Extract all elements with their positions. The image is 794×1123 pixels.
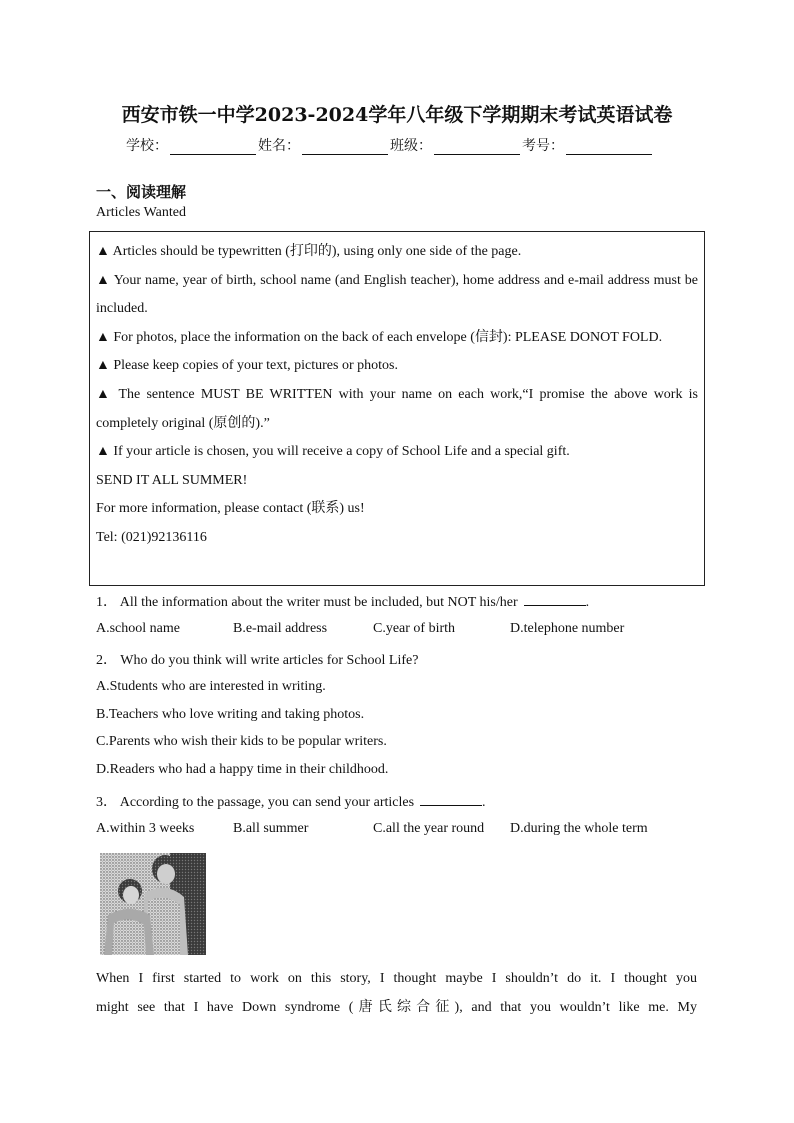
question-1-stem: 1． All the information about the writer must be included, but NOT his/her <box>96 595 518 610</box>
notice-line: SEND IT ALL SUMMER! <box>96 472 248 488</box>
student-info-row <box>126 135 686 155</box>
option-a[interactable]: A.within 3 weeks <box>96 821 195 836</box>
story-line: When I first started to work on this story, I thought maybe I shouldn’t do it. I thought you <box>96 971 697 986</box>
notice-line: ▲ If your article is chosen, you will receive a copy of School Life and a special gift. <box>96 444 570 460</box>
notice-line: For more information, please contact (联系) us! <box>96 501 365 517</box>
option-d[interactable]: D.during the whole term <box>510 821 648 836</box>
option-d[interactable]: D.Readers who had a happy time in their childhood. <box>96 762 389 777</box>
option-b[interactable]: B.all summer <box>233 821 309 836</box>
notice-box <box>89 231 705 586</box>
name-label: 姓名： <box>258 138 300 154</box>
option-b[interactable]: B.e-mail address <box>233 621 328 636</box>
question-2 <box>96 649 418 669</box>
question-3 <box>96 791 486 811</box>
option-d[interactable]: D.telephone number <box>510 621 625 636</box>
notice-line: ▲ The sentence MUST BE WRITTEN with your name on each work,“I promise the above work is completely original (原创的).” <box>96 386 698 431</box>
notice-line: Tel: (021)92136116 <box>96 529 207 545</box>
option-a[interactable]: A.school name <box>96 621 180 636</box>
option-c[interactable]: C.Parents who wish their kids to be popular writers. <box>96 734 387 749</box>
notice-line: ▲ For photos, place the information on the back of each envelope (信封): PLEASE DONOT FOLD. <box>96 329 663 345</box>
option-c[interactable]: C.all the year round <box>373 821 485 836</box>
question-1 <box>96 591 589 611</box>
question-3-options <box>96 821 648 837</box>
number-field[interactable] <box>566 138 652 155</box>
photo-illustration <box>100 853 206 955</box>
story-paragraph <box>96 965 697 1022</box>
question-3-stem: 3． According to the passage, you can send your articles <box>96 795 415 810</box>
option-b[interactable]: B.Teachers who love writing and taking photos. <box>96 707 365 722</box>
question-1-blank[interactable] <box>524 591 586 606</box>
photo-woman-and-girl <box>100 853 206 955</box>
option-c[interactable]: C.year of birth <box>373 621 456 636</box>
question-3-blank[interactable] <box>420 791 482 806</box>
page-title: 西安市铁一中学2023-2024学年八年级下学期期末考试英语试卷 <box>121 104 673 126</box>
class-field[interactable] <box>434 138 520 155</box>
notice-line: ▲ Please keep copies of your text, pictures or photos. <box>96 358 398 374</box>
story-line: might see that I have Down syndrome (唐氏综合征), and that you wouldn’t like me. My <box>96 999 697 1015</box>
notice-line: ▲ Articles should be typewritten (打印的), using only one side of the page. <box>96 244 522 259</box>
section-title: 一、阅读理解 <box>96 183 187 201</box>
number-label: 考号： <box>522 138 564 154</box>
school-label: 学校： <box>126 138 168 154</box>
question-1-tail: . <box>585 595 590 610</box>
question-3-tail: . <box>482 795 486 810</box>
passage-title: Articles Wanted <box>96 205 186 220</box>
question-2-stem: 2． Who do you think will write articles for School Life? <box>96 653 419 668</box>
name-field[interactable] <box>302 138 388 155</box>
question-1-options <box>96 621 624 637</box>
class-label: 班级： <box>390 138 432 154</box>
notice-line: ▲ Your name, year of birth, school name (and English teacher), home address and e-mail address must be included. <box>96 272 698 317</box>
school-field[interactable] <box>170 138 256 155</box>
option-a[interactable]: A.Students who are interested in writing. <box>96 679 326 694</box>
